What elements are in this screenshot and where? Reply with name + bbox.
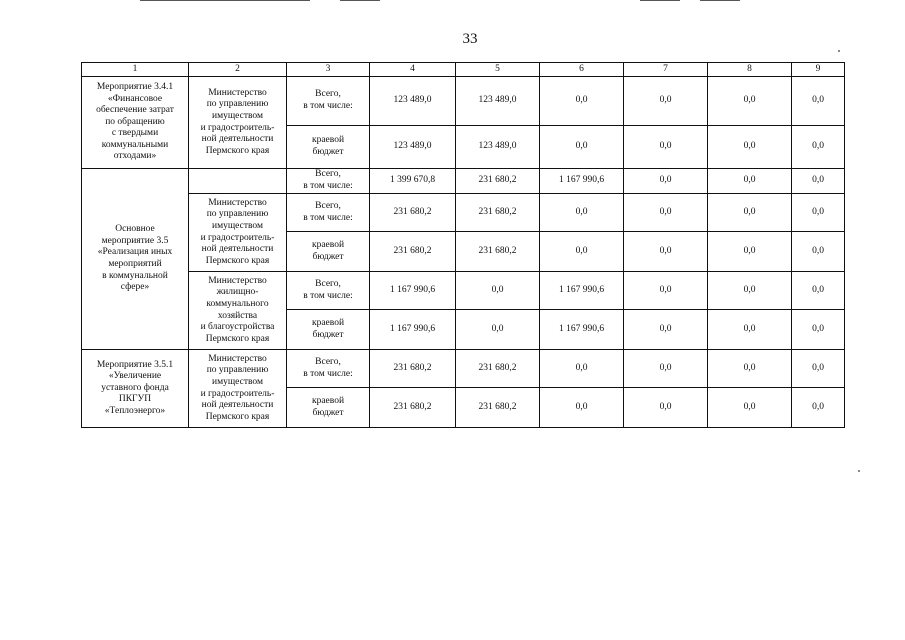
value-cell: 1 167 990,6 [540,310,624,350]
value-cell: 0,0 [792,388,845,428]
event-name-cell: Основное мероприятие 3.5 «Реализация иных мероприятий в коммунальной сфере» [82,169,189,350]
value-cell: 231 680,2 [456,232,540,272]
value-cell: 1 167 990,6 [540,169,624,194]
value-cell: 0,0 [624,310,708,350]
funding-source-cell: краевой бюджет [287,310,370,350]
value-cell: 0,0 [708,310,792,350]
event-name-cell: Мероприятие 3.5.1 «Увеличение уставного фонда ПКГУП «Теплоэнерго» [82,350,189,428]
value-cell: 231 680,2 [456,350,540,388]
value-cell: 0,0 [792,232,845,272]
value-cell: 0,0 [540,126,624,169]
value-cell: 0,0 [708,194,792,232]
table-row [82,77,845,126]
funding-source-cell: Всего, в том числе: [287,77,370,126]
value-cell: 0,0 [708,272,792,310]
value-cell: 231 680,2 [456,169,540,194]
scan-edge-line [640,0,680,1]
value-cell: 1 167 990,6 [370,272,456,310]
value-cell: 0,0 [624,232,708,272]
value-cell: 231 680,2 [370,232,456,272]
value-cell: 0,0 [624,350,708,388]
column-number: 7 [624,63,708,77]
value-cell: 0,0 [792,77,845,126]
page-number: 33 [462,31,478,47]
value-cell: 0,0 [456,310,540,350]
executor-cell: Министерство по управлению имуществом и градостроитель- ной деятельности Пермского края [189,350,287,428]
column-number-row [82,63,845,77]
table-row [82,194,845,232]
scan-speck [838,50,840,52]
scan-edge-line [340,0,380,1]
column-number: 2 [189,63,287,77]
value-cell: 123 489,0 [456,126,540,169]
value-cell: 231 680,2 [456,388,540,428]
value-cell: 1 399 670,8 [370,169,456,194]
executor-cell: Министерство по управлению имуществом и градостроитель- ной деятельности Пермского края [189,77,287,169]
value-cell: 231 680,2 [370,194,456,232]
value-cell: 0,0 [540,77,624,126]
value-cell: 0,0 [624,77,708,126]
column-number: 4 [370,63,456,77]
value-cell: 0,0 [540,388,624,428]
funding-source-cell: Всего, в том числе: [287,272,370,310]
value-cell: 0,0 [708,169,792,194]
column-number: 9 [792,63,845,77]
funding-source-cell: Всего, в том числе: [287,194,370,232]
value-cell: 1 167 990,6 [370,310,456,350]
event-name-cell: Мероприятие 3.4.1 «Финансовое обеспечение затрат по обращению с твердыми коммунальными отходами» [82,77,189,169]
value-cell: 0,0 [792,169,845,194]
value-cell: 0,0 [708,350,792,388]
budget-table [81,62,845,428]
column-number: 6 [540,63,624,77]
column-number: 1 [82,63,189,77]
funding-source-cell: краевой бюджет [287,126,370,169]
value-cell: 0,0 [624,388,708,428]
value-cell: 123 489,0 [456,77,540,126]
value-cell: 0,0 [792,350,845,388]
executor-cell-empty [189,169,287,194]
table-row [82,169,845,194]
value-cell: 0,0 [456,272,540,310]
value-cell: 0,0 [624,169,708,194]
value-cell: 0,0 [792,310,845,350]
table-row [82,272,845,310]
funding-source-cell: Всего, в том числе: [287,169,370,194]
value-cell: 123 489,0 [370,77,456,126]
value-cell: 231 680,2 [456,194,540,232]
value-cell: 231 680,2 [370,388,456,428]
value-cell: 0,0 [624,194,708,232]
executor-cell: Министерство жилищно- коммунального хозяйства и благоустройства Пермского края [189,272,287,350]
value-cell: 0,0 [624,272,708,310]
value-cell: 0,0 [708,232,792,272]
funding-source-cell: Всего, в том числе: [287,350,370,388]
value-cell: 1 167 990,6 [540,272,624,310]
scan-edge-line [140,0,310,1]
value-cell: 0,0 [792,126,845,169]
value-cell: 0,0 [540,232,624,272]
scan-edge-line [700,0,740,1]
funding-source-cell: краевой бюджет [287,232,370,272]
executor-cell: Министерство по управлению имуществом и градостроитель- ной деятельности Пермского края [189,194,287,272]
column-number: 5 [456,63,540,77]
value-cell: 0,0 [540,194,624,232]
value-cell: 0,0 [708,388,792,428]
value-cell: 0,0 [792,272,845,310]
value-cell: 0,0 [624,126,708,169]
value-cell: 0,0 [708,126,792,169]
column-number: 8 [708,63,792,77]
value-cell: 0,0 [540,350,624,388]
value-cell: 0,0 [792,194,845,232]
scan-speck [858,470,860,472]
table-row [82,350,845,388]
funding-source-cell: краевой бюджет [287,388,370,428]
value-cell: 123 489,0 [370,126,456,169]
value-cell: 0,0 [708,77,792,126]
value-cell: 231 680,2 [370,350,456,388]
column-number: 3 [287,63,370,77]
